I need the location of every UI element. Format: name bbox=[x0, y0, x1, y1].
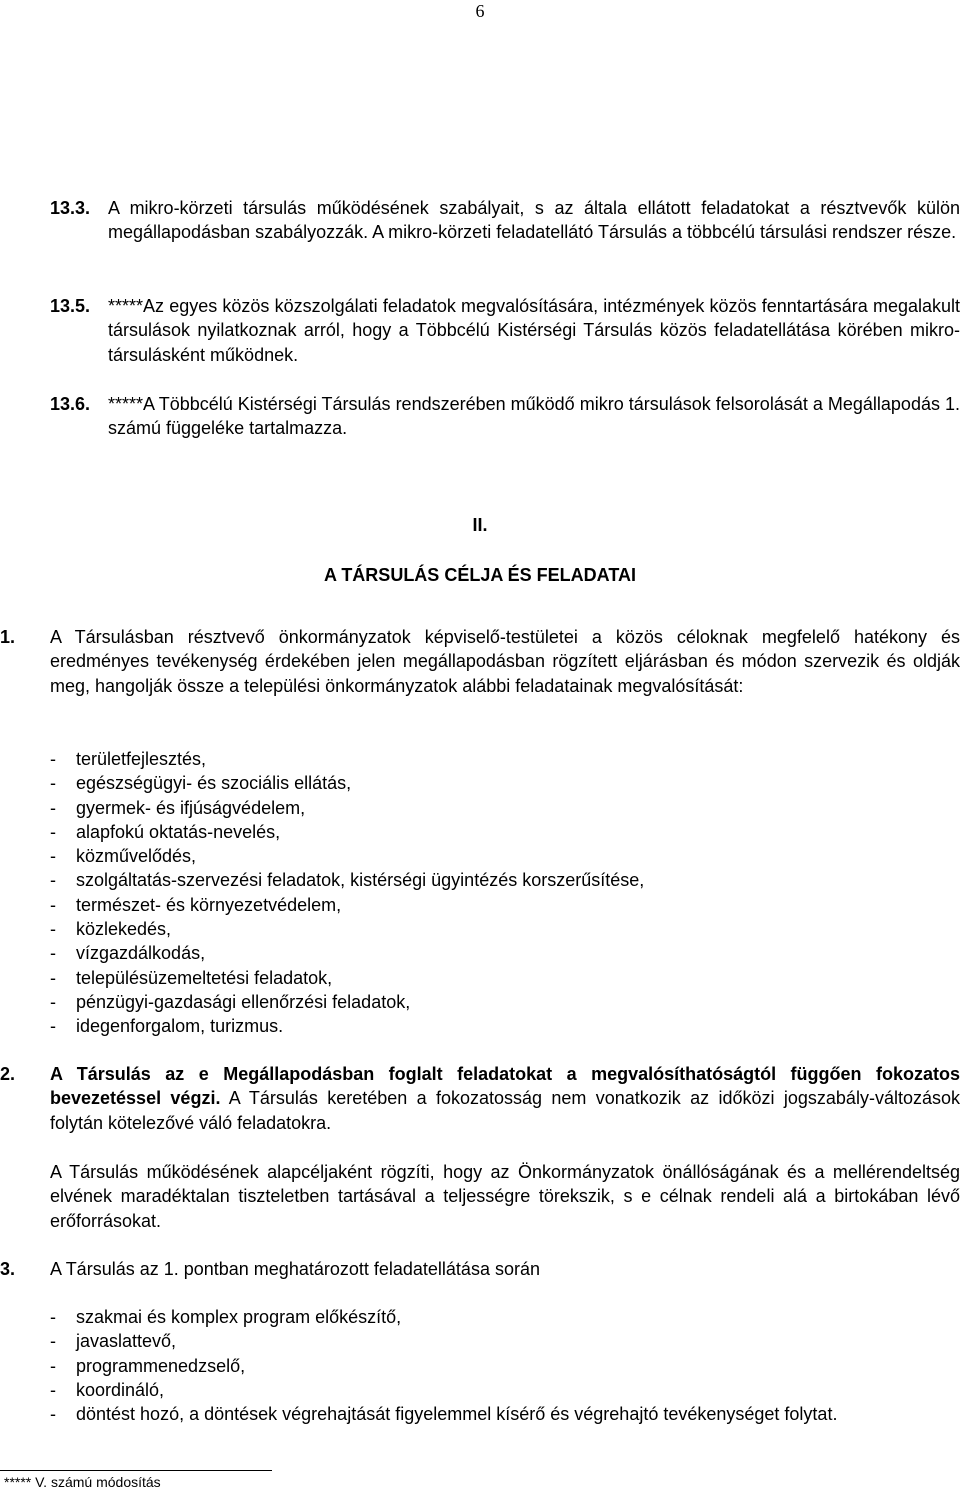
list-dash: - bbox=[50, 1307, 56, 1327]
list-dash: - bbox=[50, 821, 56, 842]
chapter-number: II. bbox=[472, 515, 488, 535]
point-1 bbox=[0, 625, 960, 698]
list-item: - területfejlesztés, bbox=[50, 747, 960, 771]
page-number: 6 bbox=[475, 1, 485, 21]
list-dash: - bbox=[50, 991, 56, 1012]
role-list bbox=[50, 1305, 960, 1426]
list-dash: - bbox=[50, 1379, 56, 1400]
point-number: 3. bbox=[0, 1259, 16, 1279]
section-number: 13.5. bbox=[50, 296, 91, 316]
section-13-3 bbox=[50, 196, 960, 245]
footnote: ***** V. számú módosítás bbox=[4, 1474, 161, 1490]
list-dash: - bbox=[50, 967, 56, 988]
list-dash: - bbox=[50, 773, 56, 794]
point-text: A Társulásban résztvevő önkormányzatok képviselő-testületei a közös céloknak megfelelő hatékony és eredményes tevékenység érdekében jelen megállapodásban rögzített eljárásban és módon szervezik és oldják meg, hangolják össze a települési önkormányzatok alábbi feladatainak megvalósítását: bbox=[50, 627, 960, 696]
point-text-rest: A Társulás keretében a fokozatosság nem vonatkozik az időközi jogszabály-változások folytán kötelezővé váló feladatokra. bbox=[50, 1088, 960, 1133]
footnote-separator bbox=[0, 1470, 272, 1471]
list-dash: - bbox=[50, 943, 56, 964]
list-item: - közművelődés, bbox=[50, 844, 960, 868]
list-dash: - bbox=[50, 1404, 56, 1425]
section-text: *****A Többcélú Kistérségi Társulás rendszerében működő mikro társulások felsorolását a Megállapodás 1. számú függeléke tartalmazza. bbox=[108, 394, 960, 439]
section-13-6 bbox=[50, 392, 960, 441]
list-dash: - bbox=[50, 894, 56, 915]
point-number: 1. bbox=[0, 627, 16, 647]
list-item: - közlekedés, bbox=[50, 917, 960, 941]
point-3 bbox=[0, 1257, 960, 1281]
list-item: - szolgáltatás-szervezési feladatok, kistérségi ügyintézés korszerűsítése, bbox=[50, 868, 960, 892]
list-item: - döntést hozó, a döntések végrehajtását figyelemmel kísérő és végrehajtó tevékenységet folytat. bbox=[50, 1402, 960, 1426]
point-2-paragraph: A Társulás működésének alapcéljaként rögzíti, hogy az Önkormányzatok önállóságának és a mellérendeltség elvének maradéktalan tiszteletben tartásával a teljességre törekszik, s e célnak rendeli alá a birtokában lévő erőforrásokat. bbox=[50, 1162, 960, 1231]
section-number: 13.6. bbox=[50, 394, 91, 414]
point-text: A Társulás az 1. pontban meghatározott feladatellátása során bbox=[50, 1259, 540, 1279]
list-dash: - bbox=[50, 749, 56, 769]
list-item: - programmenedzselő, bbox=[50, 1354, 960, 1378]
list-item: - idegenforgalom, turizmus. bbox=[50, 1014, 960, 1038]
task-list bbox=[50, 747, 960, 1039]
list-dash: - bbox=[50, 846, 56, 867]
list-item: - gyermek- és ifjúságvédelem, bbox=[50, 796, 960, 820]
list-item: - egészségügyi- és szociális ellátás, bbox=[50, 771, 960, 795]
point-2 bbox=[0, 1062, 960, 1135]
list-item: - vízgazdálkodás, bbox=[50, 941, 960, 965]
list-item: - pénzügyi-gazdasági ellenőrzési feladatok, bbox=[50, 990, 960, 1014]
list-item: - koordináló, bbox=[50, 1378, 960, 1402]
list-item: - településüzemeltetési feladatok, bbox=[50, 966, 960, 990]
list-dash: - bbox=[50, 1355, 56, 1376]
chapter-title: A TÁRSULÁS CÉLJA ÉS FELADATAI bbox=[323, 565, 636, 585]
point-text bbox=[50, 1062, 960, 1135]
list-dash: - bbox=[50, 1331, 56, 1352]
list-item: - természet- és környezetvédelem, bbox=[50, 893, 960, 917]
list-item: - javaslattevő, bbox=[50, 1329, 960, 1353]
section-13-5 bbox=[50, 294, 960, 367]
list-item: - szakmai és komplex program előkészítő, bbox=[50, 1305, 960, 1329]
list-item: - alapfokú oktatás-nevelés, bbox=[50, 820, 960, 844]
point-number: 2. bbox=[0, 1064, 16, 1084]
list-dash: - bbox=[50, 797, 56, 818]
point-text-bold: A Társulás az e Megállapodásban foglalt feladatokat a megvalósíthatóságtól függően fokozatos bevezetéssel végzi. bbox=[50, 1064, 960, 1109]
section-text: A mikro-körzeti társulás működésének szabályait, s az általa ellátott feladatokat a résztvevők külön megállapodásban szabályozzák. A mikro-körzeti feladatellátó Társulás a többcélú társulási rendszer része. bbox=[108, 198, 960, 243]
section-text: *****Az egyes közös közszolgálati feladatok megvalósítására, intézmények közös fenntartására megalakult társulások nyilatkoznak arról, hogy a Többcélú Kistérségi Társulás közös feladatellátása körében mikro-társulásként működnek. bbox=[108, 296, 960, 365]
list-dash: - bbox=[50, 870, 56, 891]
section-number: 13.3. bbox=[50, 198, 91, 218]
list-dash: - bbox=[50, 1016, 56, 1037]
list-dash: - bbox=[50, 919, 56, 940]
